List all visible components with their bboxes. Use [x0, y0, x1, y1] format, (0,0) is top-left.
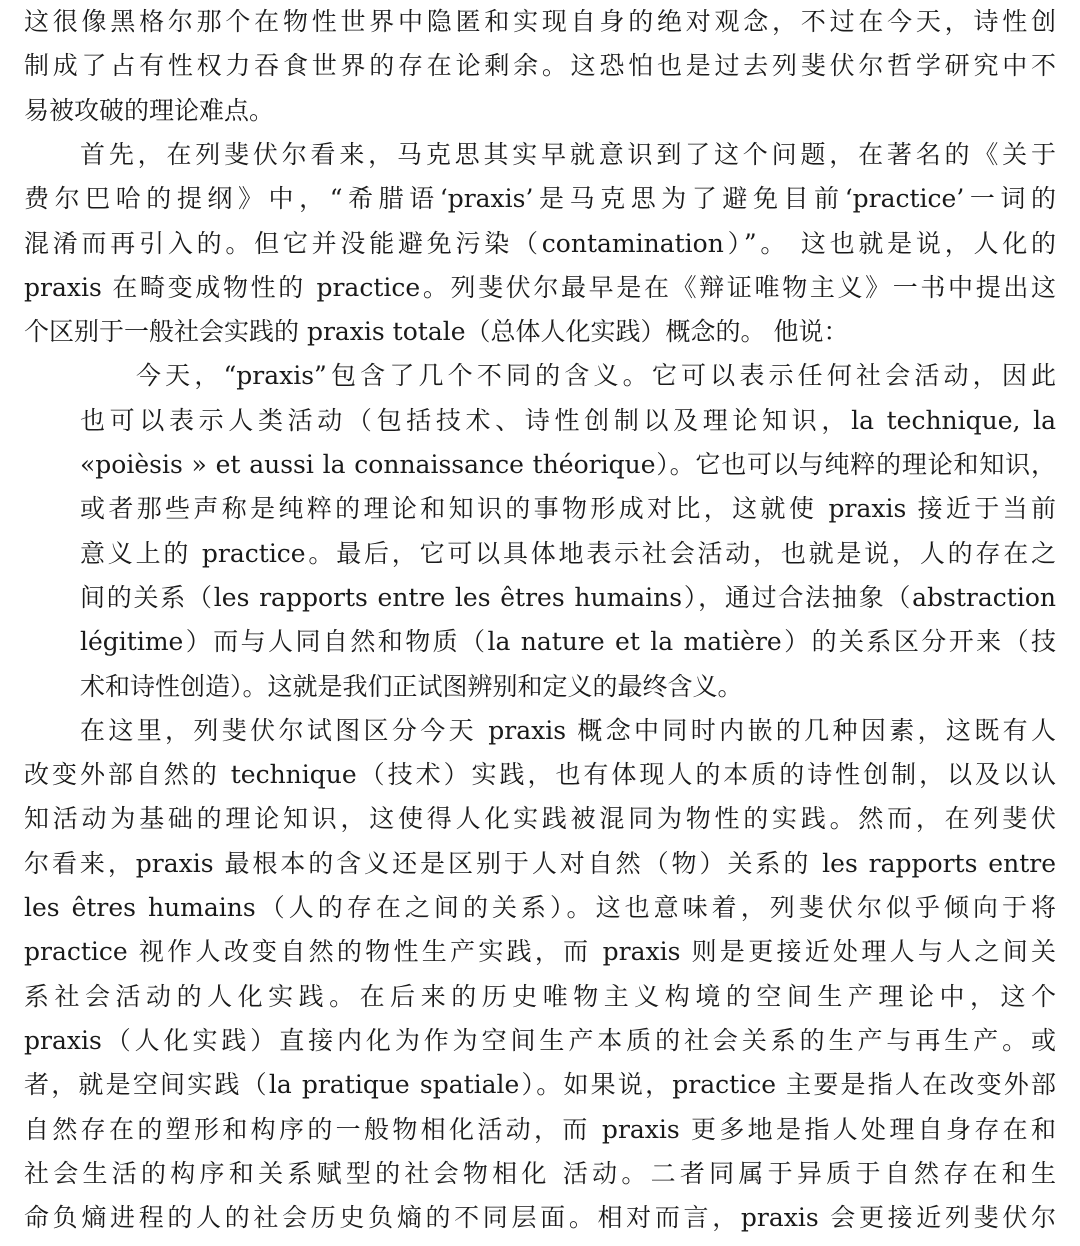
body-text-line: 命负熵进程的人的社会历史负熵的不同层面。相对而言，praxis 会更接近列斐伏尔 — [24, 1203, 1056, 1233]
body-text-line: 这很像黑格尔那个在物性世界中隐匿和实现自身的绝对观念，不过在今天，诗性创 — [24, 7, 1056, 36]
body-text-line: 尔看来，praxis 最根本的含义还是区别于人对自然（物）关系的 les rapports entre — [24, 848, 1056, 878]
body-text-line: 首先，在列斐伏尔看来，马克思其实早就意识到了这个问题，在著名的《关于 — [80, 139, 1056, 169]
body-text-line: 社会生活的构序和关系赋型的社会物相化 活动。二者同属于异质于自然存在和生 — [24, 1158, 1056, 1188]
body-text-line: praxis 在畸变成物性的 practice。列斐伏尔最早是在《辩证唯物主义》一书中提出这 — [24, 272, 1056, 302]
body-text-line: 个区别于一般社会实践的 praxis totale（总体人化实践）概念的。 他说： — [24, 317, 849, 347]
body-text-line: 者，就是空间实践（la pratique spatiale）。如果说，practice 主要是指人在改变外部 — [24, 1070, 1056, 1100]
body-text-line: 系社会活动的人化实践。在后来的历史唯物主义构境的空间生产理论中，这个 — [24, 981, 1056, 1011]
body-text-line: les êtres humains（人的存在之间的关系）。这也意味着，列斐伏尔似乎倾向于将 — [24, 893, 1056, 922]
body-text-line: 混淆而再引入的。但它并没能避免污染（contamination）”。 这也就是说，人化的 — [24, 228, 1056, 258]
body-text-line: 改变外部自然的 technique（技术）实践，也有体现人的本质的诗性创制，以及以认 — [24, 760, 1056, 790]
quote-text-line: 意义上的 practice。最后，它可以具体地表示社会活动，也就是说，人的存在之 — [80, 538, 1056, 568]
body-text-line: 易被攻破的理论难点。 — [24, 95, 275, 125]
quote-text-line: 术和诗性创造）。这就是我们正试图辨别和定义的最终含义。 — [80, 671, 743, 701]
body-text-line: praxis（人化实践）直接内化为作为空间生产本质的社会关系的生产与再生产。或 — [24, 1025, 1056, 1055]
quote-text-line: 也可以表示人类活动（包括技术、诗性创制以及理论知识，la technique, la — [80, 405, 1056, 435]
body-text-line: 自然存在的塑形和构序的一般物相化活动，而 praxis 更多地是指人处理自身存在和 — [24, 1114, 1056, 1144]
quote-text-line: 今天，“praxis”包含了几个不同的含义。它可以表示任何社会活动，因此 — [136, 361, 1056, 391]
body-text-line: practice 视作人改变自然的物性生产实践，而 praxis 则是更接近处理人与人之间关 — [24, 937, 1056, 967]
quote-text-line: 间的关系（les rapports entre les êtres humains），通过合法抽象（abstraction — [80, 582, 1056, 612]
quote-text-line: légitime）而与人同自然和物质（la nature et la matière）的关系区分开来（技 — [80, 627, 1056, 657]
body-text-line: 费尔巴哈的提纲》中，“希腊语‘praxis’是马克思为了避免目前‘practice’一词的 — [24, 184, 1056, 214]
body-text-line: 在这里，列斐伏尔试图区分今天 praxis 概念中同时内嵌的几种因素，这既有人 — [80, 715, 1056, 745]
quote-text-line: «poièsis » et aussi la connaissance théorique）。它也可以与纯粹的理论和知识， — [80, 450, 1056, 479]
body-text-line: 制成了占有性权力吞食世界的存在论剩余。这恐怕也是过去列斐伏尔哲学研究中不 — [24, 51, 1056, 81]
body-text-line: 知活动为基础的理论知识，这使得人化实践被混同为物性的实践。然而，在列斐伏 — [24, 804, 1056, 834]
quote-text-line: 或者那些声称是纯粹的理论和知识的事物形成对比，这就使 praxis 接近于当前 — [80, 494, 1056, 524]
